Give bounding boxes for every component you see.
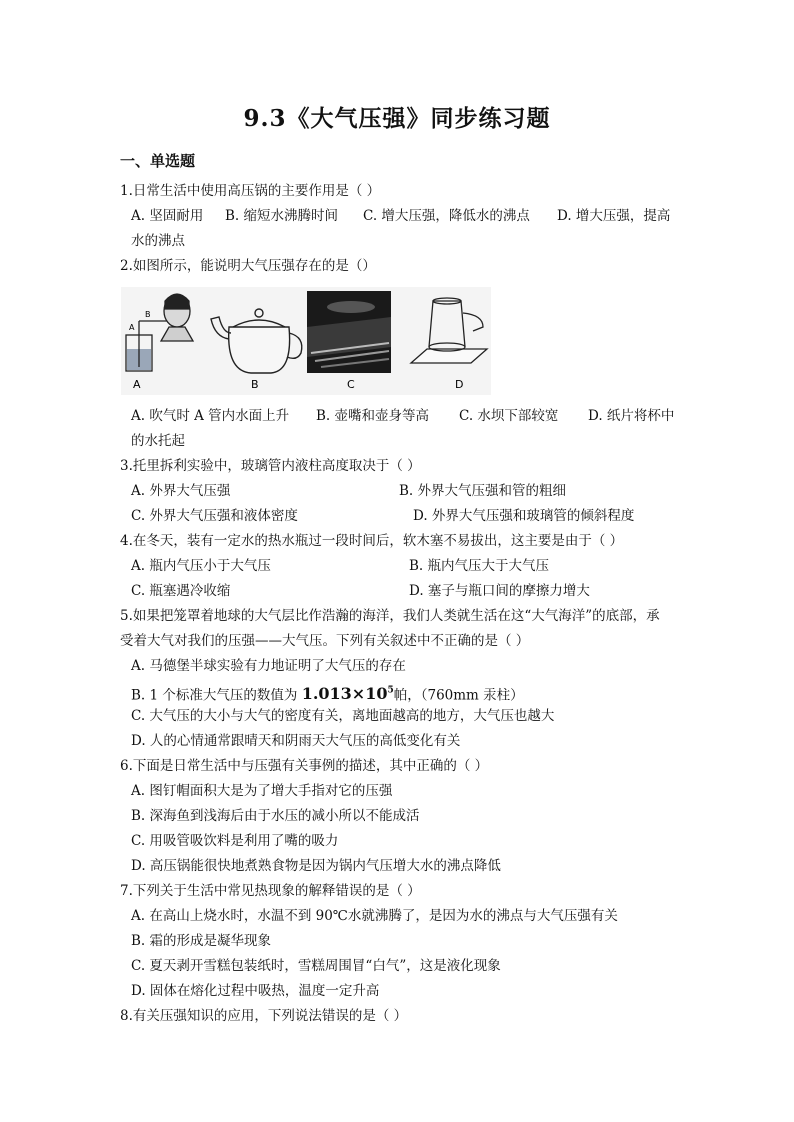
q5-option-b — [131, 682, 524, 704]
q7-option-d: D. 固体在熔化过程中吸热，温度一定升高 — [131, 983, 380, 999]
q6-option-b: B. 深海鱼到浅海后由于水压的减小所以不能成活 — [131, 808, 420, 824]
q5-option-a: A. 马德堡半球实验有力地证明了大气压的存在 — [131, 658, 406, 674]
question-2-figure — [121, 287, 491, 395]
q6-option-a: A. 图钉帽面积大是为了增大手指对它的压强 — [131, 783, 393, 799]
q2-option-c: C. 水坝下部较宽 — [459, 408, 559, 424]
q1-option-a: A. 坚固耐用 — [131, 208, 204, 224]
page-title: 9.3《大气压强》同步练习题 — [243, 105, 551, 132]
figure-label-d: D — [455, 378, 464, 391]
panel-d-drawing — [411, 298, 487, 363]
question-7-stem: 7.下列关于生活中常见热现象的解释错误的是（ ） — [120, 883, 421, 899]
q4-option-c: C. 瓶塞遇冷收缩 — [131, 583, 231, 599]
q5-option-b-label: B. 1 个标准大气压的数值为 — [131, 687, 298, 704]
q2-option-d: D. 纸片将杯中 — [588, 408, 675, 424]
question-5-stem: 5.如果把笼罩着地球的大气层比作浩瀚的海洋，我们人类就生活在这“大气海洋”的底部，承 — [120, 608, 660, 624]
panel-c-photo — [307, 291, 391, 373]
sci-mantissa: 1.013×10 — [301, 684, 388, 704]
q2-option-b: B. 壶嘴和壶身等高 — [316, 408, 430, 424]
q5-option-d: D. 人的心情通常跟晴天和阴雨天大气压的高低变化有关 — [131, 733, 461, 749]
figure-illustrations — [121, 287, 491, 395]
q4-option-a: A. 瓶内气压小于大气压 — [131, 558, 271, 574]
q1-option-d-continued: 水的沸点 — [131, 233, 185, 249]
q2-option-d-continued: 的水托起 — [131, 433, 185, 449]
q1-option-d: D. 增大压强，提高 — [557, 208, 671, 224]
section-heading: 一、单选题 — [120, 152, 196, 170]
question-3-stem: 3.托里拆利实验中，玻璃管内液柱高度取决于（ ） — [120, 458, 421, 474]
panel-a-drawing — [126, 294, 193, 371]
question-2-stem: 2.如图所示，能说明大气压强存在的是（） — [120, 258, 376, 274]
q7-option-b: B. 霜的形成是凝华现象 — [131, 933, 272, 949]
figure-small-label-a: A — [129, 323, 135, 332]
panel-b-drawing — [211, 309, 302, 373]
q1-option-b: B. 缩短水沸腾时间 — [225, 208, 339, 224]
q3-option-b: B. 外界大气压强和管的粗细 — [399, 483, 567, 499]
q4-option-b: B. 瓶内气压大于大气压 — [409, 558, 550, 574]
q4-option-d: D. 塞子与瓶口间的摩擦力增大 — [409, 583, 590, 599]
q6-option-c: C. 用吸管吸饮料是利用了嘴的吸力 — [131, 833, 339, 849]
question-8-stem: 8.有关压强知识的应用，下列说法错误的是（ ） — [120, 1008, 408, 1024]
figure-label-a: A — [133, 378, 141, 391]
figure-label-b: B — [251, 378, 259, 391]
q7-option-c: C. 夏天剥开雪糕包装纸时，雪糕周围冒“白气”，这是液化现象 — [131, 958, 501, 974]
sci-exponent: 5 — [387, 686, 394, 696]
question-6-stem: 6.下面是日常生活中与压强有关事例的描述，其中正确的（ ） — [120, 758, 489, 774]
q7-option-a: A. 在高山上烧水时，水温不到 90℃水就沸腾了，是因为水的沸点与大气压强有关 — [131, 908, 618, 924]
q2-option-a: A. 吹气时 A 管内水面上升 — [131, 408, 290, 424]
question-5-stem-continued: 受着大气对我们的压强——大气压。下列有关叙述中不正确的是（ ） — [120, 633, 530, 649]
q3-option-c: C. 外界大气压强和液体密度 — [131, 508, 298, 524]
q5-option-c: C. 大气压的大小与大气的密度有关，离地面越高的地方，大气压也越大 — [131, 708, 555, 724]
q3-option-a: A. 外界大气压强 — [131, 483, 231, 499]
figure-small-label-b: B — [145, 310, 151, 319]
q5-option-b-tail: 帕，（760mm 汞柱） — [393, 687, 524, 704]
question-1-stem: 1.日常生活中使用高压锅的主要作用是（ ） — [120, 183, 381, 199]
q1-option-c: C. 增大压强，降低水的沸点 — [363, 208, 530, 224]
q6-option-d: D. 高压锅能很快地煮熟食物是因为锅内气压增大水的沸点降低 — [131, 858, 501, 874]
figure-label-c: C — [347, 378, 355, 391]
question-4-stem: 4.在冬天，装有一定水的热水瓶过一段时间后，软木塞不易拔出，这主要是由于（ ） — [120, 533, 624, 549]
standard-atmosphere-value — [302, 684, 394, 703]
q3-option-d: D. 外界大气压强和玻璃管的倾斜程度 — [413, 508, 635, 524]
